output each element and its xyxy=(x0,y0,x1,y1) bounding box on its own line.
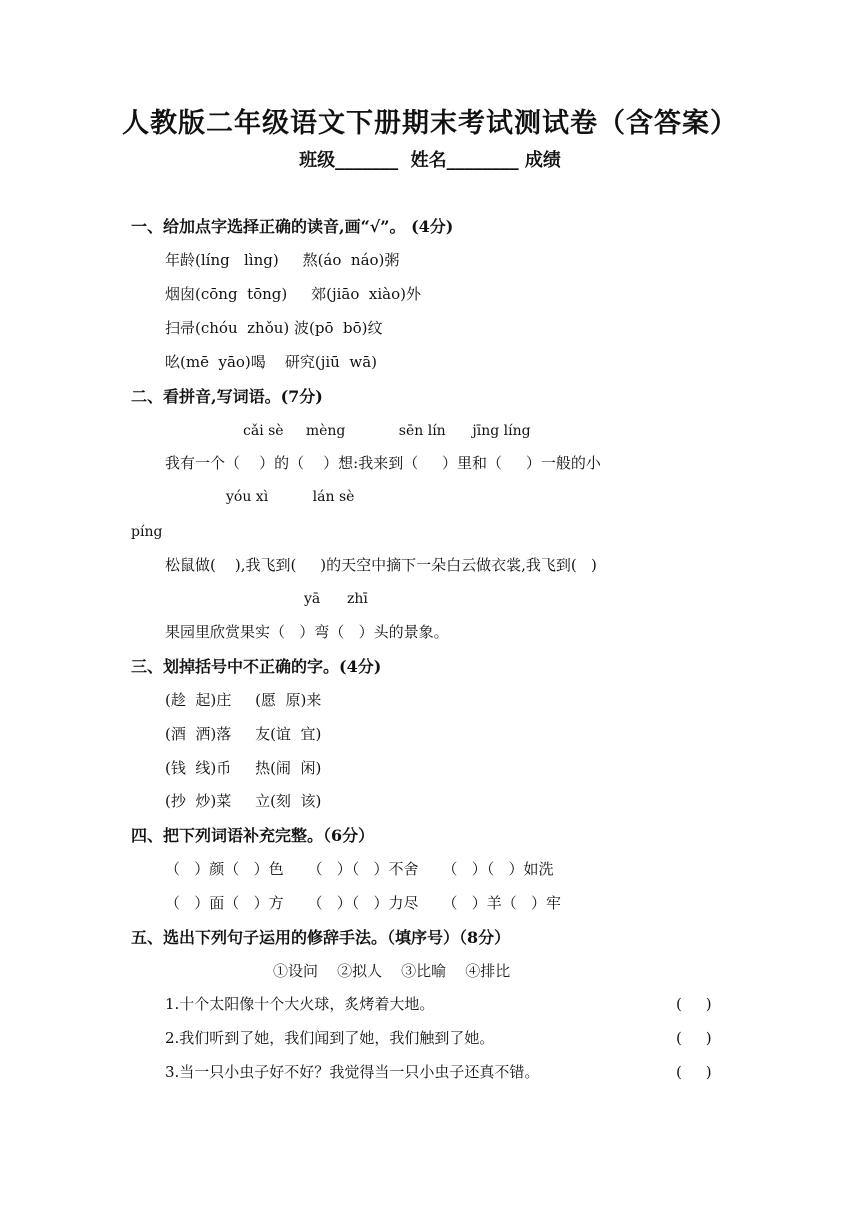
sec3-line-2: (酒 洒)落 友(谊 宜) xyxy=(165,725,322,743)
page-title: 人教版二年级语文下册期末考试测试卷（含答案） xyxy=(122,108,738,139)
sec2-sentence-line-2: 松鼠做( ),我飞到( )的天空中摘下一朵白云做衣裳,我飞到( ) xyxy=(165,556,597,574)
sec1-line-3: 扫帚(chóu zhǒu) 波(pō bō)纹 xyxy=(165,319,383,337)
sec2-pinyin-row-2: yóu xì lán sè xyxy=(226,489,355,505)
sec2-pinyin-row-1: cǎi sè mèng sēn lín jīng líng xyxy=(243,423,531,439)
rhetoric-options: ①设问 ②拟人 ③比喻 ④排比 xyxy=(273,962,511,980)
sec3-line-3: (钱 线)币 热(闹 闲) xyxy=(165,759,322,777)
sec3-line-4: (抄 炒)菜 立(刻 该) xyxy=(165,792,322,810)
sec4-line-2: （ ）面（ ）方 （ ）（ ）力尽 （ ）羊（ ）牢 xyxy=(165,894,562,912)
section-1-heading: 一、给加点字选择正确的读音,画“√”。 (4分) xyxy=(131,217,454,236)
sec4-line-1: （ ）颜（ ）色 （ ）（ ）不舍 （ ）（ ）如洗 xyxy=(165,860,554,878)
sec3-line-1: (趁 起)庄 (愿 原)来 xyxy=(165,691,322,709)
student-info-line: 班级_______ 姓名________ 成绩 xyxy=(299,150,561,171)
sec2-sentence-line-1: 我有一个（ ）的（ ）想:我来到（ ）里和（ ）一般的小 xyxy=(165,454,601,472)
section-5-heading: 五、选出下列句子运用的修辞手法。（填序号）（8分） xyxy=(131,928,511,947)
section-2-heading: 二、看拼音,写词语。(7分) xyxy=(131,387,323,406)
section-3-heading: 三、划掉括号中不正确的字。(4分) xyxy=(131,657,382,676)
sec2-pinyin-row-3: yā zhī xyxy=(304,591,368,607)
section-4-heading: 四、把下列词语补充完整。（6分） xyxy=(131,826,375,845)
sec2-sentence-line-3: 果园里欣赏果实（ ）弯（ ）头的景象。 xyxy=(165,623,449,641)
sec5-item-3: 3.当一只小虫子好不好？我觉得当一只小虫子还真不错。 xyxy=(165,1063,540,1081)
answer-box-3: ( ) xyxy=(676,1063,712,1081)
sec2-pinyin-ping: píng xyxy=(131,524,163,540)
sec1-line-1: 年龄(líng lìng) 熬(áo náo)粥 xyxy=(165,251,400,269)
sec1-line-2: 烟囱(cōng tōng) 郊(jiāo xiào)外 xyxy=(165,285,421,303)
answer-box-2: ( ) xyxy=(676,1029,712,1047)
sec1-line-4: 吆(mē yāo)喝 研究(jiū wā) xyxy=(165,353,377,371)
sec5-item-1: 1.十个太阳像十个大火球，炙烤着大地。 xyxy=(165,995,435,1013)
sec5-item-2: 2.我们听到了她，我们闻到了她，我们触到了她。 xyxy=(165,1029,495,1047)
answer-box-1: ( ) xyxy=(676,995,712,1013)
